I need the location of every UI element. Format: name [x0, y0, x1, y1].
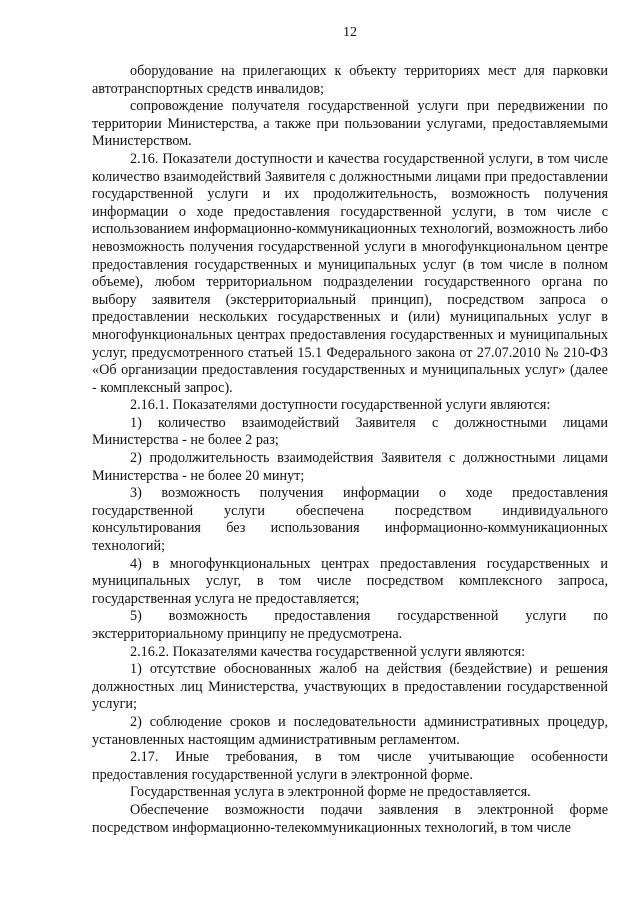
paragraph-2-17: 2.17. Иные требования, в том числе учитывающие особенности предоставления государственной услуги в электронной форме.	[92, 749, 608, 783]
list-item-2: 2) продолжительность взаимодействия Заявителя с должностными лицами Министерства - не более 20 минут;	[92, 450, 608, 484]
paragraph-2-16: 2.16. Показатели доступности и качества государственной услуги, в том числе количество взаимодействий Заявителя с должностными лицами при предоставлении государственной услуги и их продолжительность, возможность получения информации о ходе предоставления государственной услуги, в том числе с использованием информационно-коммуникационных технологий, возможность либо невозможность получения государственной услуги в многофункциональном центре предоставления государственных и муниципальных услуг (в том числе в полном объеме), любом территориальном подразделении государственного органа по выбору заявителя (экстерриториальный принцип), посредством запроса о предоставлении нескольких государственных и (или) муниципальных услуг в многофункциональных центрах предоставления государственных и муниципальных услуг, предусмотренного статьей 15.1 Федерального закона от 27.07.2010 № 210-ФЗ «Об организации предоставления государственных и муниципальных услуг» (далее - комплексный запрос).	[92, 150, 608, 396]
list-item-1: 1) количество взаимодействий Заявителя с должностными лицами Министерства - не более 2 раз;	[92, 414, 608, 449]
page-number: 12	[343, 25, 357, 40]
paragraph-parking: оборудование на прилегающих к объекту территориях мест для парковки автотранспортных средств инвалидов;	[92, 63, 608, 97]
list-item-4: 4) в многофункциональных центрах предоставления государственных и муниципальных услуг, в том числе посредством комплексного запроса, государственная услуга не предоставляется;	[92, 555, 608, 607]
paragraph-2-16-1: 2.16.1. Показателями доступности государственной услуги являются:	[130, 397, 551, 414]
quality-item-2: 2) соблюдение сроков и последовательности административных процедур, установленных настоящим административным регламентом.	[92, 713, 608, 748]
quality-item-1: 1) отсутствие обоснованных жалоб на действия (бездействие) и решения должностных лиц Министерства, участвующих в предоставлении государственной услуги;	[92, 661, 608, 713]
paragraph-electronic-not-provided: Государственная услуга в электронной форме не предоставляется.	[130, 784, 531, 801]
list-item-3: 3) возможность получения информации о ходе предоставления государственной услуги обеспечена посредством индивидуального консультирования без использования информационно-коммуникационных технологий;	[92, 485, 608, 555]
list-item-5: 5) возможность предоставления государственной услуги по экстерриториальному принципу не предусмотрена.	[92, 608, 608, 642]
document-body	[92, 63, 608, 837]
paragraph-electronic-submission: Обеспечение возможности подачи заявления в электронной форме посредством информационно-телекоммуникационных технологий, в том числе	[92, 801, 608, 836]
paragraph-2-16-2: 2.16.2. Показателями качества государственной услуги являются:	[130, 643, 526, 660]
paragraph-escort: сопровождение получателя государственной услуги при передвижении по территории Министерства, а также при пользовании услугами, предоставляемыми Министерством.	[92, 98, 608, 150]
